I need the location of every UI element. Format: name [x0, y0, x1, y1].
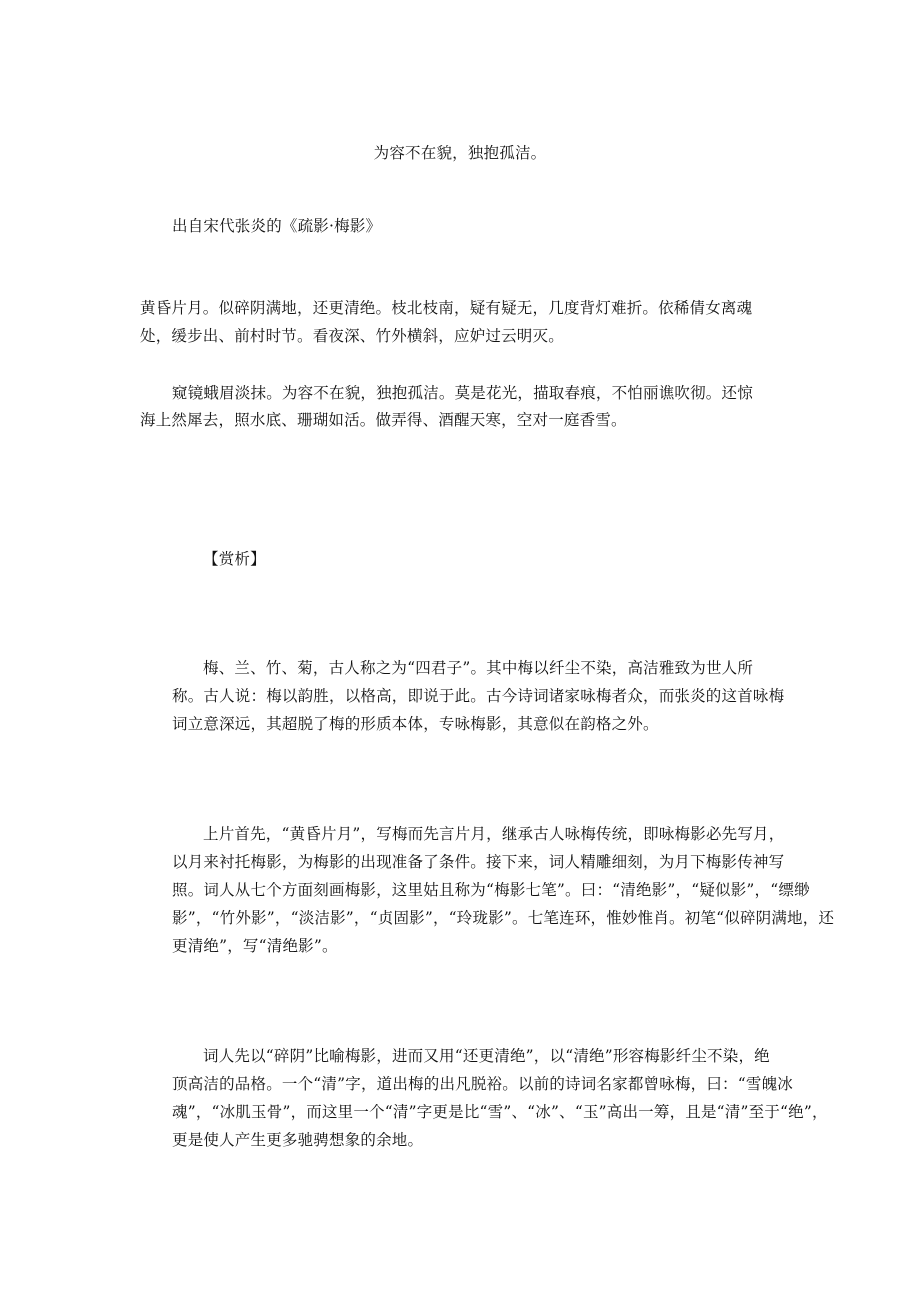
analysis-p2-line2: 以月来衬托梅影，为梅影的出现准备了条件。接下来，词人精雕细刻，为月下梅影传神写	[172, 853, 785, 871]
poem-stanza1-line1: 黄昏片月。似碎阴满地，还更清绝。枝北枝南，疑有疑无，几度背灯难折。依稀倩女离魂	[140, 299, 753, 317]
analysis-p1-line2: 称。古人说：梅以韵胜，以格高，即说于此。古今诗词诸家咏梅者众，而张炎的这首咏梅	[172, 687, 785, 705]
analysis-p3-line2: 顶高洁的品格。一个“清”字，道出梅的出凡脱裕。以前的诗词名家都曾咏梅，曰：“雪魄冰	[172, 1075, 793, 1093]
source-line: 出自宋代张炎的《疏影·梅影》	[172, 217, 382, 235]
analysis-p3-line3: 魂”，“冰肌玉骨”，而这里一个“清”字更是比“雪”、“冰”、“玉”高出一筹，且是“清”至于“绝”，	[172, 1103, 828, 1121]
analysis-p2-line1: 上片首先，“黄昏片月”，写梅而先言片月，继承古人咏梅传统，即咏梅影必先写月，	[203, 825, 785, 843]
analysis-p1-line3: 词立意深远，其超脱了梅的形质本体，专咏梅影，其意似在韵格之外。	[172, 715, 659, 733]
analysis-p2-line4: 影”，“竹外影”，“淡洁影”，“贞固影”，“玲珑影”。七笔连环，惟妙惟肖。初笔“似碎阴满地，还	[172, 909, 835, 927]
analysis-p2-line3: 照。词人从七个方面刻画梅影，这里姑且称为“梅影七笔”。曰：“清绝影”，“疑似影”，“缥缈	[172, 881, 810, 899]
analysis-p3-line1: 词人先以“碎阴”比喻梅影，进而又用“还更清绝”，以“清绝”形容梅影纤尘不染，绝	[203, 1047, 770, 1065]
analysis-p2-line5: 更清绝”，写“清绝影”。	[172, 937, 338, 955]
analysis-p3-line4: 更是使人产生更多驰骋想象的余地。	[172, 1131, 424, 1149]
analysis-p1-line1: 梅、兰、竹、菊，古人称之为“四君子”。其中梅以纤尘不染，高洁雅致为世人所	[203, 659, 754, 677]
poem-stanza1-line2: 处，缓步出、前村时节。看夜深、竹外横斜，应妒过云明灭。	[140, 327, 564, 345]
poem-stanza2-line2: 海上然犀去，照水底、珊瑚如活。做弄得、酒醒天寒，空对一庭香雪。	[140, 411, 627, 429]
poem-stanza2-line1: 窥镜蛾眉淡抹。为容不在貌，独抱孤洁。莫是花光，描取春痕，不怕丽谯吹彻。还惊	[172, 384, 753, 402]
quote-title: 为容不在貌，独抱孤洁。	[373, 144, 547, 162]
section-heading: 【赏析】	[203, 550, 266, 568]
